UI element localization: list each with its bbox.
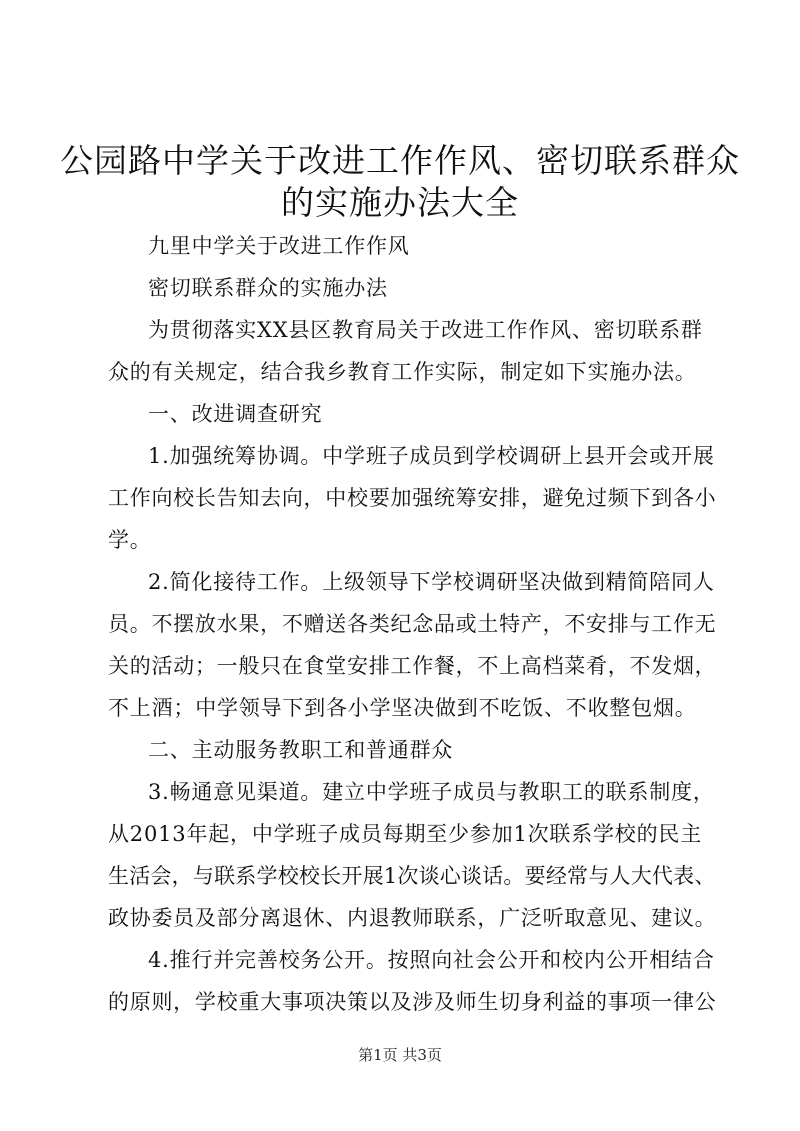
- page-number-footer: 第1页 共3页: [358, 1046, 442, 1064]
- document-title-line-2: 的实施办法大全: [281, 183, 519, 222]
- paragraph-line: 政协委员及部分离退休、内退教师联系，广泛听取意见、建议。: [108, 906, 717, 930]
- paragraph-line: 员。不摆放水果，不赠送各类纪念品或土特产，不安排与工作无: [108, 612, 717, 636]
- paragraph-line: 工作向校长告知去向，中校要加强统筹安排，避免过频下到各小: [108, 486, 717, 510]
- section-heading: 一、改进调查研究: [148, 402, 323, 426]
- paragraph-line: 学。: [108, 528, 152, 552]
- paragraph-line: 3.畅通意见渠道。建立中学班子成员与教职工的联系制度，: [148, 780, 715, 804]
- paragraph-line: 密切联系群众的实施办法: [148, 276, 388, 300]
- section-heading: 二、主动服务教职工和普通群众: [148, 738, 454, 762]
- paragraph-line: 4.推行并完善校务公开。按照向社会公开和校内公开相结合: [148, 948, 715, 972]
- paragraph-line: 众的有关规定，结合我乡教育工作实际，制定如下实施办法。: [108, 360, 697, 384]
- document-title-line-1: 公园路中学关于改进工作作风、密切联系群众: [60, 141, 740, 180]
- paragraph-line: 生活会，与联系学校校长开展1次谈心谈话。要经常与人大代表、: [108, 864, 716, 888]
- paragraph-line: 九里中学关于改进工作作风: [148, 234, 410, 258]
- paragraph-line: 2.简化接待工作。上级领导下学校调研坚决做到精简陪同人: [148, 570, 715, 594]
- paragraph-line: 的原则，学校重大事项决策以及涉及师生切身利益的事项一律公: [108, 990, 717, 1014]
- paragraph-line: 1.加强统筹协调。中学班子成员到学校调研上县开会或开展: [148, 444, 715, 468]
- paragraph-line: 从2013年起，中学班子成员每期至少参加1次联系学校的民主: [108, 822, 703, 846]
- paragraph-line: 关的活动；一般只在食堂安排工作餐，不上高档菜肴，不发烟，: [108, 654, 717, 678]
- paragraph-line: 不上酒；中学领导下到各小学坚决做到不吃饭、不收整包烟。: [108, 696, 697, 720]
- paragraph-line: 为贯彻落实XX县区教育局关于改进工作作风、密切联系群: [148, 318, 703, 342]
